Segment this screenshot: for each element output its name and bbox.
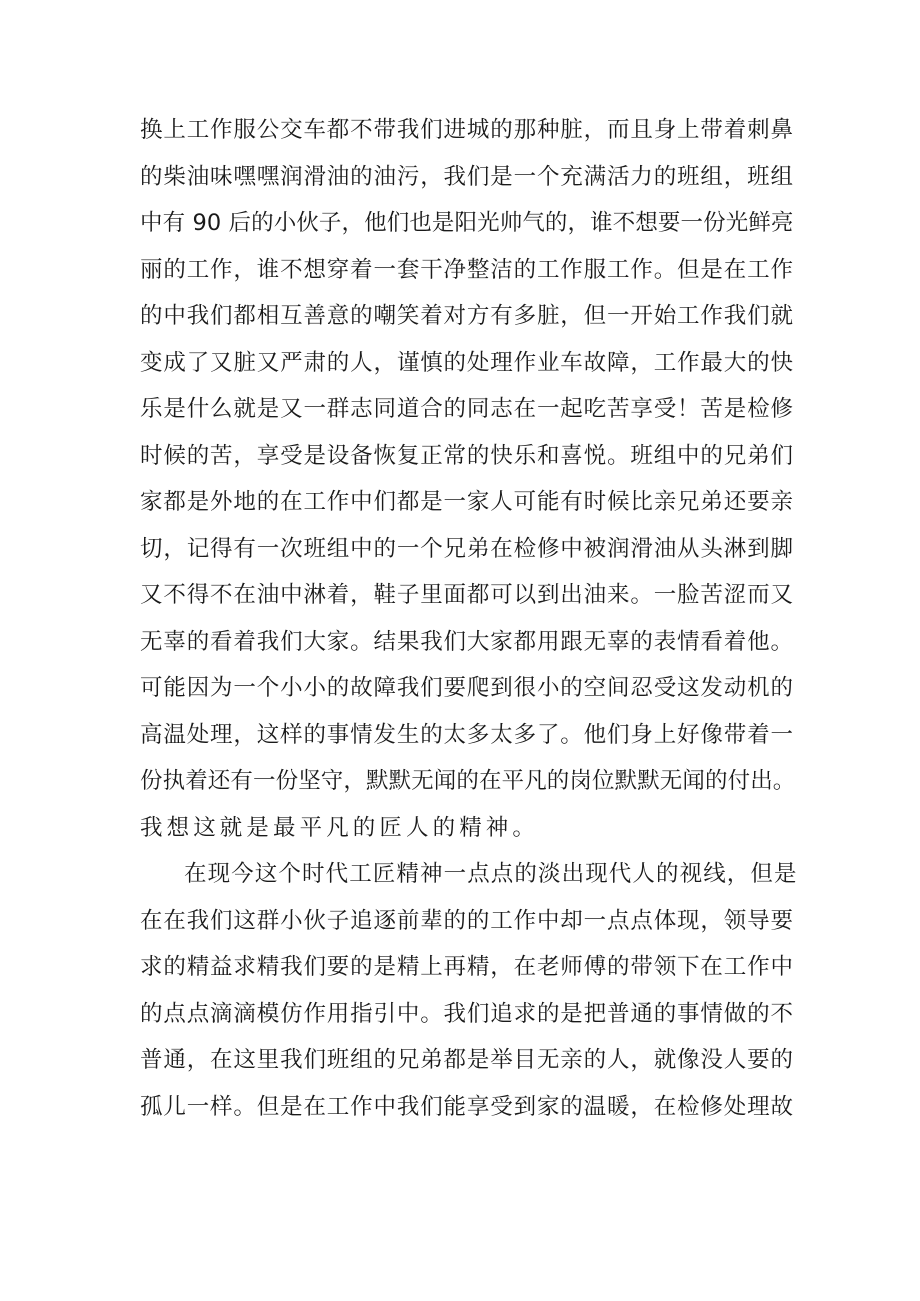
paragraph-line: 的柴油味嘿嘿润滑油的油污，我们是一个充满活力的班组，班组	[140, 163, 794, 190]
paragraph-line: 高温处理，这样的事情发生的太多太多了。他们身上好像带着一	[140, 721, 794, 748]
paragraph-line: 中有 90 后的小伙子，他们也是阳光帅气的，谁不想要一份光鲜亮	[140, 210, 794, 236]
paragraph-line: 求的精益求精我们要的是精上再精，在老师傅的带领下在工作中	[140, 954, 794, 980]
paragraph-line: 时候的苦，享受是设备恢复正常的快乐和喜悦。班组中的兄弟们	[140, 442, 794, 469]
paragraph-2	[140, 851, 800, 1130]
paragraph-line: 的中我们都相互善意的嘲笑着对方有多脏，但一开始工作我们就	[140, 303, 794, 329]
paragraph-line: 在在我们这群小伙子追逐前辈的的工作中却一点点体现，领导要	[140, 907, 794, 934]
paragraph-line: 普通，在这里我们班组的兄弟都是举目无亲的人，就像没人要的	[140, 1047, 794, 1073]
paragraph-line: 可能因为一个小小的故障我们要爬到很小的空间忍受这发动机的	[140, 675, 794, 701]
paragraph-line: 丽的工作，谁不想穿着一套干净整洁的工作服工作。但是在工作	[140, 256, 794, 283]
paragraph-line: 无辜的看着我们大家。结果我们大家都用跟无辜的表情看着他。	[140, 628, 794, 655]
paragraph-line: 家都是外地的在工作中们都是一家人可能有时候比亲兄弟还要亲	[140, 489, 794, 515]
paragraph-line: 变成了又脏又严肃的人，谨慎的处理作业车故障，工作最大的快	[140, 349, 794, 376]
paragraph-line: 孤儿一样。但是在工作中我们能享受到家的温暖，在检修处理故	[140, 1093, 794, 1120]
paragraph-line: 又不得不在油中淋着，鞋子里面都可以到出油来。一脸苦涩而又	[140, 582, 794, 608]
paragraph-line: 乐是什么就是又一群志同道合的同志在一起吃苦享受！苦是检修	[140, 396, 794, 422]
paragraph-line: 份执着还有一份坚守，默默无闻的在平凡的岗位默默无闻的付出。	[140, 768, 796, 794]
paragraph-line: 我想这就是最平凡的匠人的精神。	[140, 814, 540, 841]
document-body	[140, 107, 800, 1130]
paragraph-1	[140, 107, 800, 851]
paragraph-line-indented: 在现今这个时代工匠精神一点点的淡出现代人的视线，但是	[184, 861, 798, 887]
paragraph-line: 切，记得有一次班组中的一个兄弟在检修中被润滑油从头淋到脚	[140, 535, 794, 562]
paragraph-line: 的点点滴滴模仿作用指引中。我们追求的是把普通的事情做的不	[140, 1000, 794, 1027]
paragraph-line: 换上工作服公交车都不带我们进城的那种脏，而且身上带着刺鼻	[140, 117, 794, 143]
